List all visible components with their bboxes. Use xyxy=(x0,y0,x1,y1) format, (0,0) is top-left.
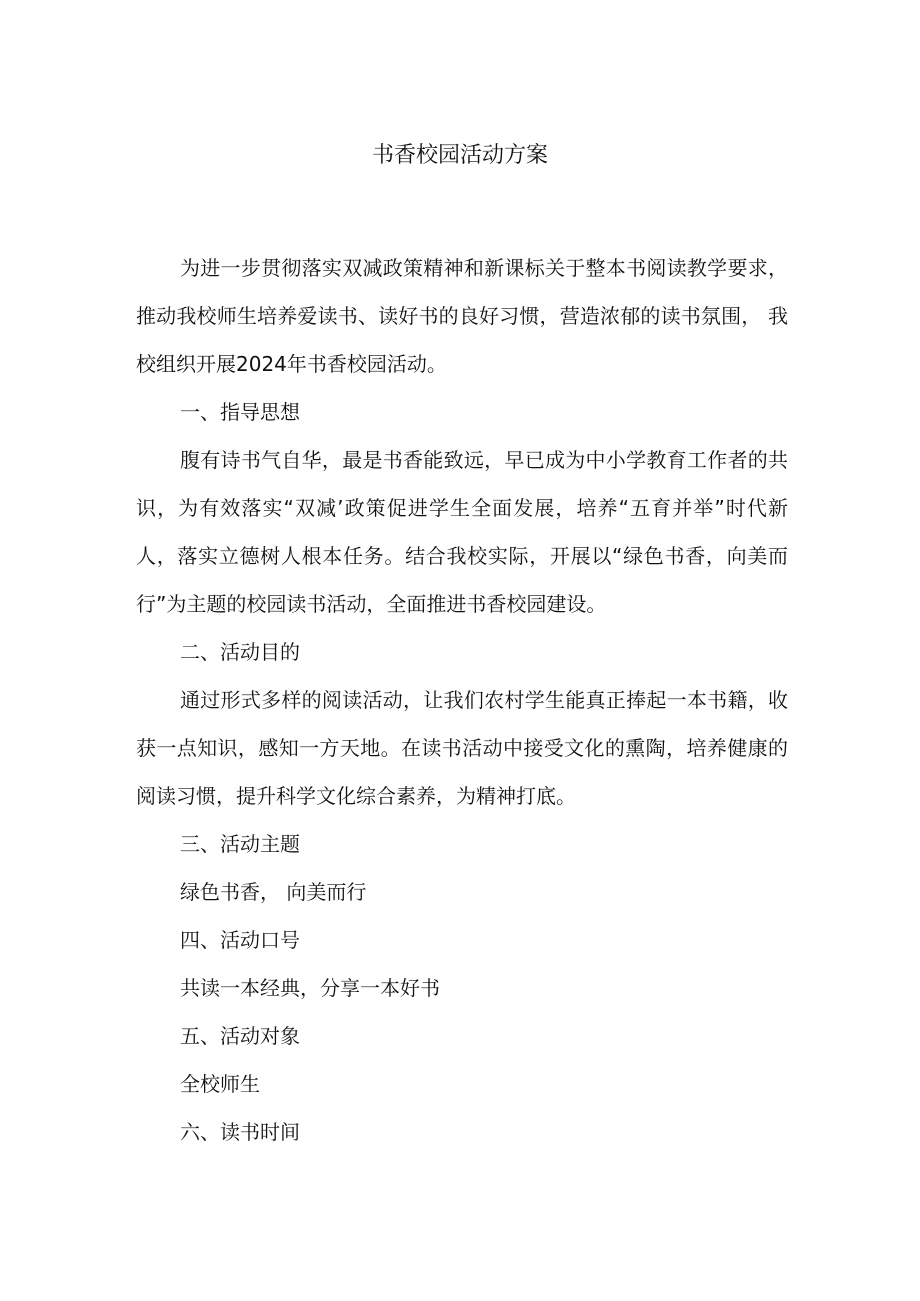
section-heading-audience: 五、活动对象 xyxy=(180,1024,300,1048)
section-heading-purpose: 二、活动目的 xyxy=(180,640,300,664)
section-heading-theme: 三、活动主题 xyxy=(180,832,300,856)
section-heading-guiding-thought: 一、指导思想 xyxy=(180,400,300,424)
document-body xyxy=(136,244,788,1156)
section-text-slogan: 共读一本经典，分享一本好书 xyxy=(180,976,440,1000)
document-title: 书香校园活动方案 xyxy=(371,143,548,168)
section-heading-slogan: 四、活动口号 xyxy=(180,928,300,952)
section-text-guiding-thought: 腹有诗书气自华，最是书香能致远，早已成为中小学教育工作者的共识，为有效落实“双减’政策促进学生全面发展，培养“五育并举”时代新人，落实立德树人根本任务。结合我校实际，开展以“绿色书香，向美而行”为主题的校园读书活动，全面推进书香校园建设。 xyxy=(136,448,788,616)
section-text-audience: 全校师生 xyxy=(180,1072,260,1096)
section-text-theme: 绿色书香， 向美而行 xyxy=(180,880,367,904)
section-heading-reading-time: 六、读书时间 xyxy=(180,1120,300,1144)
section-text-purpose: 通过形式多样的阅读活动，让我们农村学生能真正捧起一本书籍，收获一点知识，感知一方天地。在读书活动中接受文化的熏陶，培养健康的阅读习惯，提升科学文化综合素养，为精神打底。 xyxy=(136,688,788,808)
intro-paragraph: 为进一步贯彻落实双减政策精神和新课标关于整本书阅读教学要求，推动我校师生培养爱读书、读好书的良好习惯，营造浓郁的读书氛围， 我校组织开展2024年书香校园活动。 xyxy=(136,256,788,376)
